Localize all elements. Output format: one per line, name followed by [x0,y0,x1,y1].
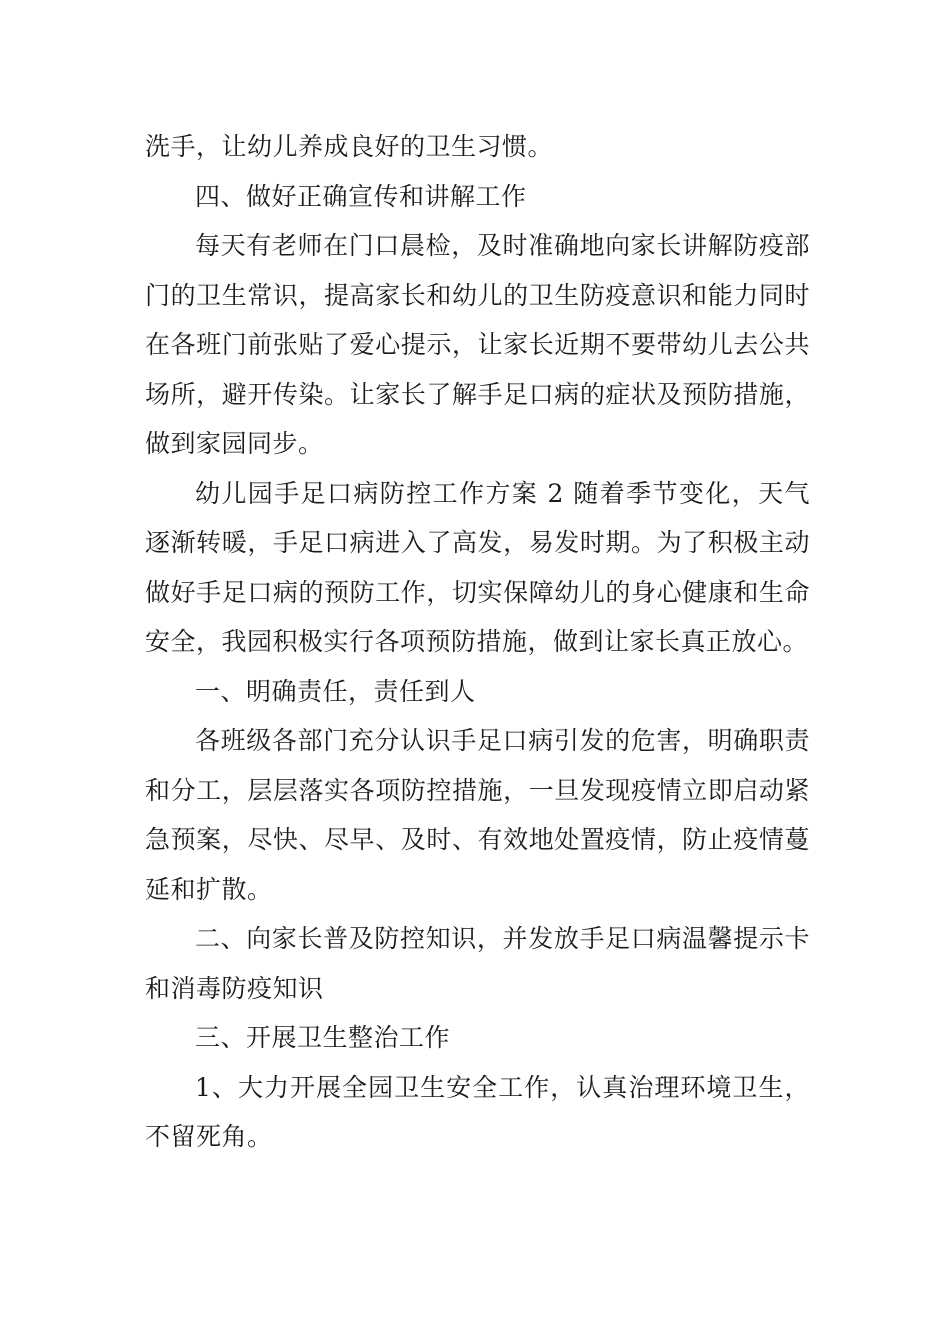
section-heading-4: 四、做好正确宣传和讲解工作 [195,181,527,211]
paragraph-item-1: 1、大力开展全园卫生安全工作，认真治理环境卫生，不留死角。 [145,1072,810,1151]
paragraph-morning-check: 每天有老师在门口晨检，及时准确地向家长讲解防疫部门的卫生常识，提高家长和幼儿的卫生防疫意识和能力同时在各班门前张贴了爱心提示，让家长近期不要带幼儿去公共场所，避开传染。让家长了解手足口病的症状及预防措施，做到家园同步。 [145,231,810,458]
section-heading-2: 二、向家长普及防控知识，并发放手足口病温馨提示卡和消毒防疫知识 [145,924,810,1003]
paragraph-plan-2-intro: 幼儿园手足口病防控工作方案 2 随着季节变化，天气逐渐转暖，手足口病进入了高发，易发时期。为了积极主动做好手足口病的预防工作，切实保障幼儿的身心健康和生命安全，我园积极实行各项预防措施，做到让家长真正放心。 [145,478,810,656]
section-heading-1: 一、明确责任，责任到人 [195,676,476,706]
paragraph-responsibility: 各班级各部门充分认识手足口病引发的危害，明确职责和分工，层层落实各项防控措施，一旦发现疫情立即启动紧急预案，尽快、尽早、及时、有效地处置疫情，防止疫情蔓延和扩散。 [145,726,810,904]
paragraph-1: 洗手，让幼儿养成良好的卫生习惯。 [145,132,554,161]
section-heading-3: 三、开展卫生整治工作 [195,1023,451,1052]
document-body [145,122,810,1162]
